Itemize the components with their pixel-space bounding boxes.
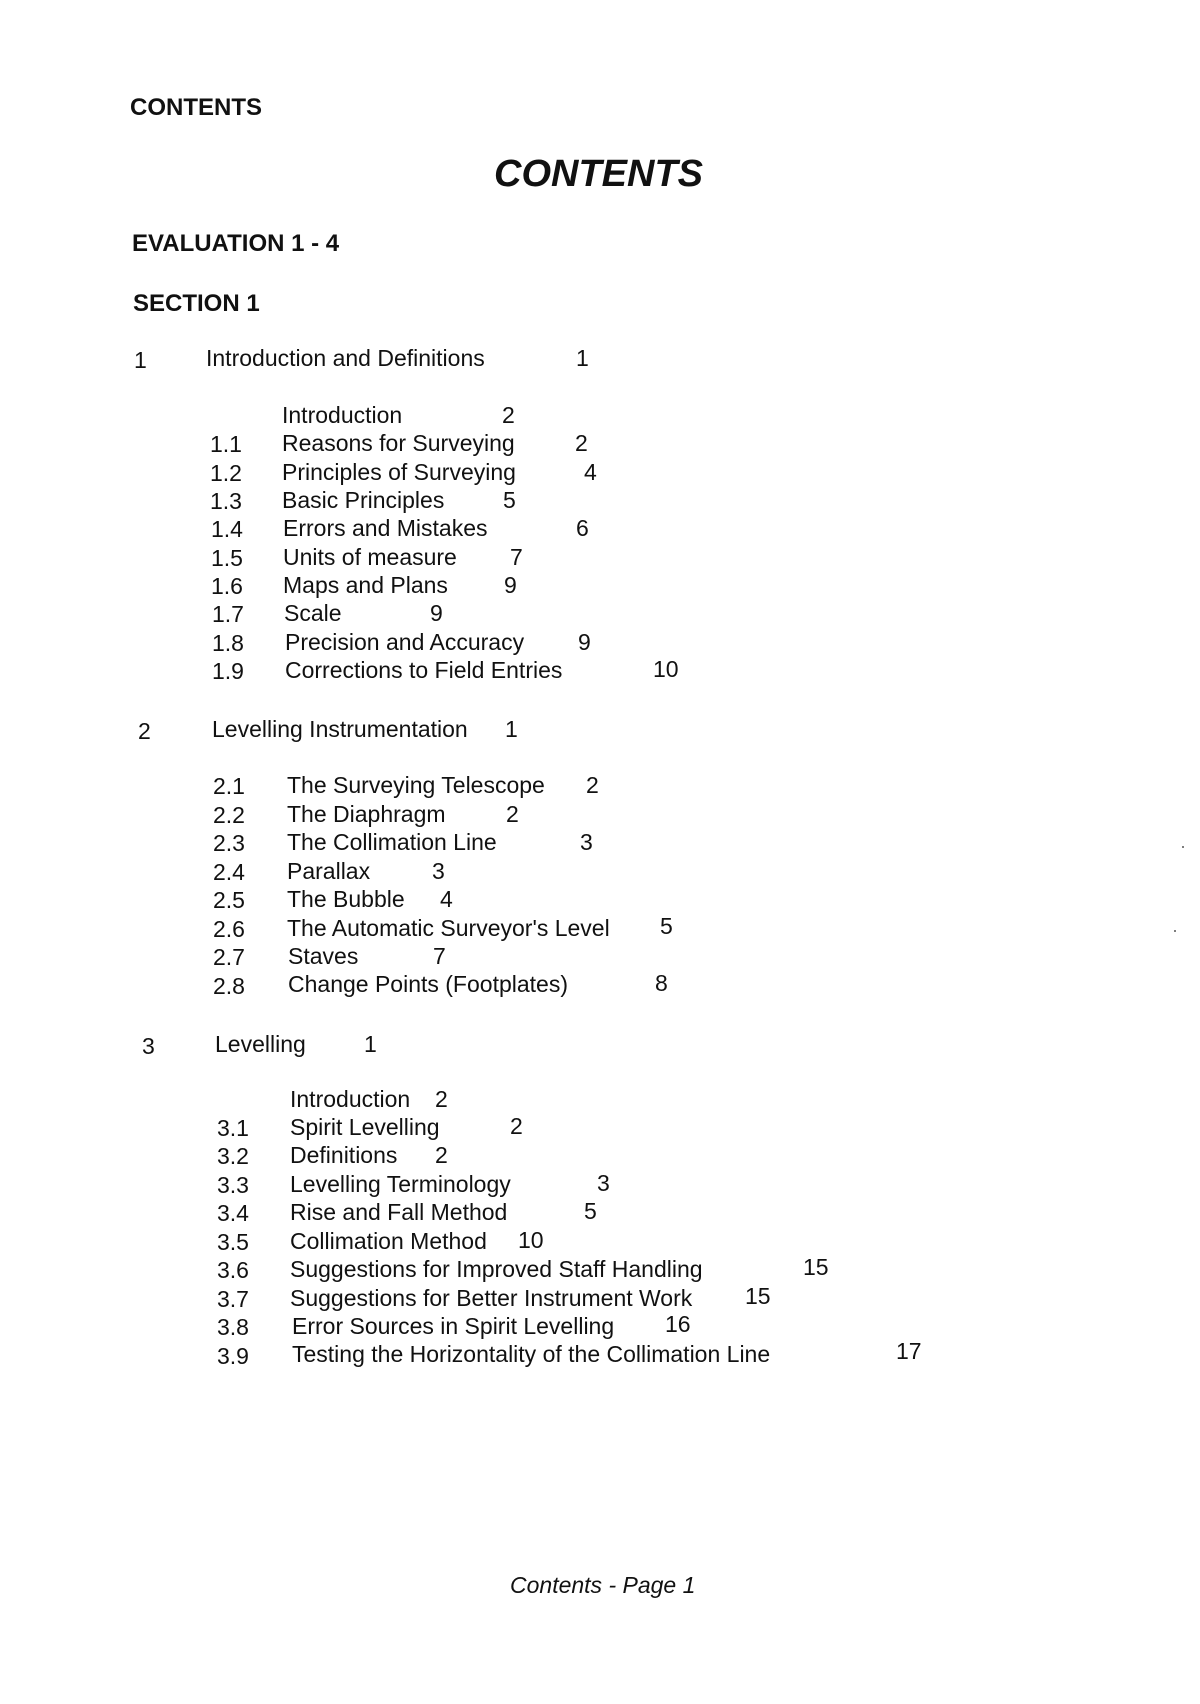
entry-title: Scale [284,600,342,626]
entry-number: 2.4 [213,859,245,885]
chapter-title: Levelling [215,1031,306,1057]
entry-page: 2 [502,402,515,428]
entry-title: The Bubble [287,886,405,912]
entry-page: 3 [432,858,445,884]
entry-number: 1.6 [211,573,243,599]
entry-title: Staves [288,943,359,969]
entry-page: 17 [896,1338,922,1364]
entry-page: 4 [584,459,597,485]
entry-title: The Diaphragm [287,801,446,827]
chapter-title: Introduction and Definitions [206,345,485,371]
entry-title: Definitions [290,1142,398,1168]
entry-number: 2.3 [213,830,245,856]
page-title: CONTENTS [494,153,703,195]
evaluation-heading: EVALUATION 1 - 4 [132,230,340,257]
entry-title: Corrections to Field Entries [285,657,563,683]
entry-number: 3.1 [217,1115,249,1141]
chapter-number: 1 [134,347,147,373]
entry-page: 2 [435,1142,448,1168]
entry-number: 1.3 [210,488,242,514]
scan-speck [1182,846,1184,848]
entry-page: 15 [745,1283,771,1309]
entry-title: Change Points (Footplates) [288,971,568,997]
entry-title: Collimation Method [290,1228,487,1254]
entry-page: 8 [655,970,668,996]
entry-page: 3 [597,1170,610,1196]
chapter-page: 1 [576,345,589,371]
entry-number: 3.3 [217,1172,249,1198]
chapter-title: Levelling Instrumentation [212,716,468,742]
chapter-page: 1 [505,716,518,742]
entry-title: The Automatic Surveyor's Level [287,915,610,941]
entry-number: 1.7 [212,601,244,627]
page-footer: Contents - Page 1 [510,1572,696,1598]
entry-number: 3.8 [217,1314,249,1340]
entry-page: 7 [510,544,523,570]
entry-title: The Collimation Line [287,829,497,855]
entry-page: 9 [430,600,443,626]
entry-title: Suggestions for Improved Staff Handling [290,1256,703,1282]
entry-title: Basic Principles [282,487,445,513]
entry-page: 10 [653,656,679,682]
entry-number: 3.5 [217,1229,249,1255]
entry-page: 4 [440,886,453,912]
entry-page: 2 [575,430,588,456]
entry-number: 1.5 [211,545,243,571]
entry-page: 5 [584,1198,597,1224]
entry-title: Error Sources in Spirit Levelling [292,1313,615,1339]
entry-page: 2 [435,1086,448,1112]
section-heading: SECTION 1 [133,290,260,317]
entry-page: 2 [586,772,599,798]
entry-number: 3.2 [217,1143,249,1169]
entry-number: 1.1 [210,431,242,457]
entry-number: 2.8 [213,973,245,999]
entry-number: 2.7 [213,944,245,970]
entry-page: 5 [660,913,673,939]
entry-number: 2.2 [213,802,245,828]
entry-number: 1.2 [210,460,242,486]
entry-title: Units of measure [283,544,457,570]
entry-number: 1.9 [212,658,244,684]
entry-title: Maps and Plans [283,572,448,598]
chapter-page: 1 [364,1031,377,1057]
entry-title: Rise and Fall Method [290,1199,508,1225]
entry-page: 9 [504,572,517,598]
entry-title: Errors and Mistakes [283,515,488,541]
entry-title: The Surveying Telescope [287,772,545,798]
entry-title: Precision and Accuracy [285,629,525,655]
chapter-number: 3 [142,1033,155,1059]
entry-page: 2 [510,1113,523,1139]
entry-page: 10 [518,1227,544,1253]
entry-page: 3 [580,829,593,855]
entry-title: Introduction [290,1086,411,1112]
entry-number: 3.7 [217,1286,249,1312]
entry-number: 1.8 [212,630,244,656]
entry-number: 2.1 [213,773,245,799]
entry-title: Spirit Levelling [290,1114,440,1140]
entry-page: 16 [665,1311,691,1337]
chapter-number: 2 [138,718,151,744]
entry-number: 3.6 [217,1257,249,1283]
running-title: CONTENTS [130,94,262,121]
entry-page: 15 [803,1254,829,1280]
entry-number: 2.6 [213,916,245,942]
entry-title: Levelling Terminology [290,1171,511,1197]
entry-page: 6 [576,515,589,541]
entry-page: 2 [506,801,519,827]
entry-title: Parallax [287,858,371,884]
scan-speck [1174,930,1176,932]
entry-title: Suggestions for Better Instrument Work [290,1285,693,1311]
entry-page: 9 [578,629,591,655]
entry-page: 5 [503,487,516,513]
entry-number: 3.9 [217,1343,249,1369]
entry-page: 7 [433,943,446,969]
entry-number: 2.5 [213,887,245,913]
entry-title: Principles of Surveying [282,459,516,485]
entry-title: Introduction [282,402,403,428]
entry-number: 3.4 [217,1200,249,1226]
entry-title: Reasons for Surveying [282,430,515,456]
entry-title: Testing the Horizontality of the Collimation Line [292,1341,771,1367]
entry-number: 1.4 [211,516,243,542]
